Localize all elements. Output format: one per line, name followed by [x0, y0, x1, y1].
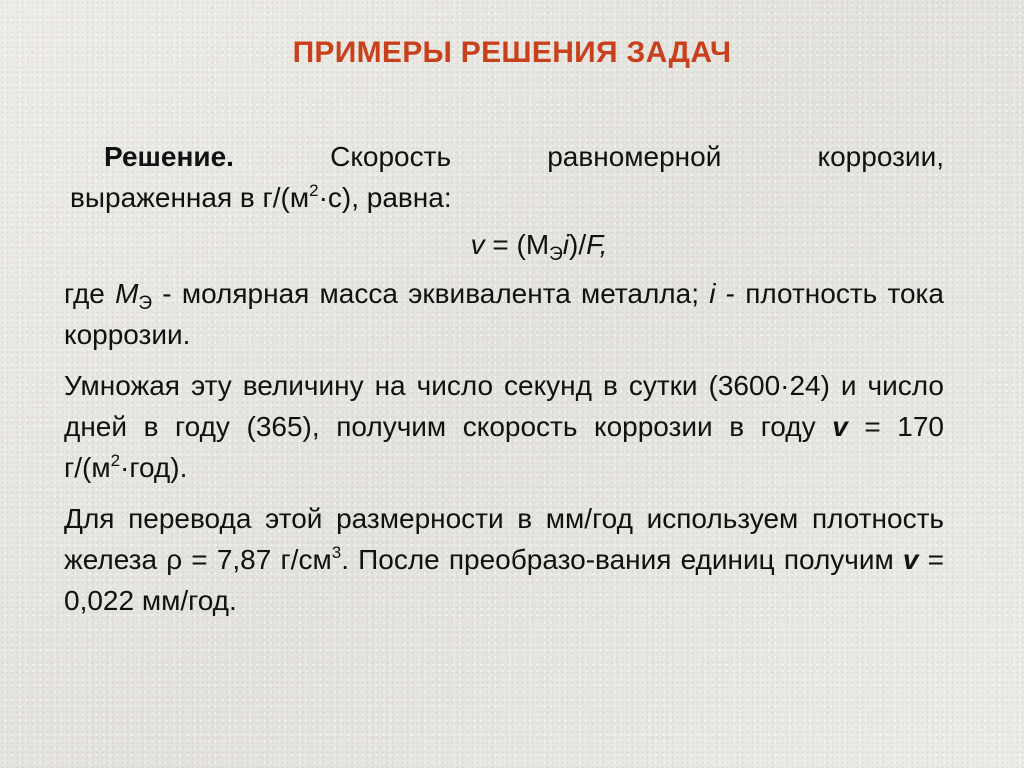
paragraph-text: . После преобразо-вания единиц получим — [341, 544, 903, 575]
solution-lead: Решение. — [104, 141, 234, 172]
solution-first-line — [70, 136, 944, 177]
solution-text: ·с), равна: — [318, 182, 452, 213]
solution-word-3: коррозии, — [817, 141, 944, 172]
slide-body — [64, 136, 944, 631]
subscript: Э — [138, 293, 153, 314]
solution-text: выраженная в г/(м — [70, 182, 310, 213]
superscript: 3 — [331, 543, 342, 562]
paragraph-text: ·год). — [120, 452, 188, 483]
solution-word-2: равномерной — [547, 141, 722, 172]
subscript: Э — [549, 244, 563, 265]
superscript: 2 — [309, 181, 319, 200]
symbol-v: v — [832, 411, 848, 442]
solution-word-1: Скорость — [330, 141, 452, 172]
yearly-rate-paragraph — [64, 365, 944, 488]
paragraph-text: - плотность тока коррозии. — [64, 278, 944, 350]
superscript: 2 — [110, 451, 121, 470]
formula-i: i — [562, 229, 570, 260]
paragraph-text: - молярная масса эквивалента металла; — [152, 278, 710, 309]
symbol-m: М — [115, 278, 139, 309]
symbol-i: i — [709, 278, 716, 309]
formula-f: F, — [586, 229, 608, 260]
paragraph-text: Умножая эту величину на число секунд в сутки (3600·24) и число дней в году (365), получим скорость коррозии в году — [64, 370, 944, 442]
symbol-v: v — [902, 544, 919, 575]
paragraph-text: Для перевода этой размерности в мм/год используем плотность железа ρ = 7,87 г/см — [64, 503, 944, 575]
solution-paragraph — [64, 136, 944, 218]
solution-second-line — [70, 177, 944, 218]
conversion-paragraph — [64, 498, 944, 621]
slide-title: ПРИМЕРЫ РЕШЕНИЯ ЗАДАЧ — [292, 36, 732, 69]
formula-text: = (М — [484, 229, 550, 260]
paragraph-text: = 170 г/(м — [64, 411, 944, 483]
formula-text: )/ — [569, 229, 587, 260]
paragraph-text: где — [64, 278, 116, 309]
definition-paragraph — [64, 273, 944, 355]
paragraph-text: = 0,022 мм/год. — [64, 544, 945, 616]
formula-v: v — [470, 229, 485, 260]
rate-formula — [64, 224, 944, 265]
